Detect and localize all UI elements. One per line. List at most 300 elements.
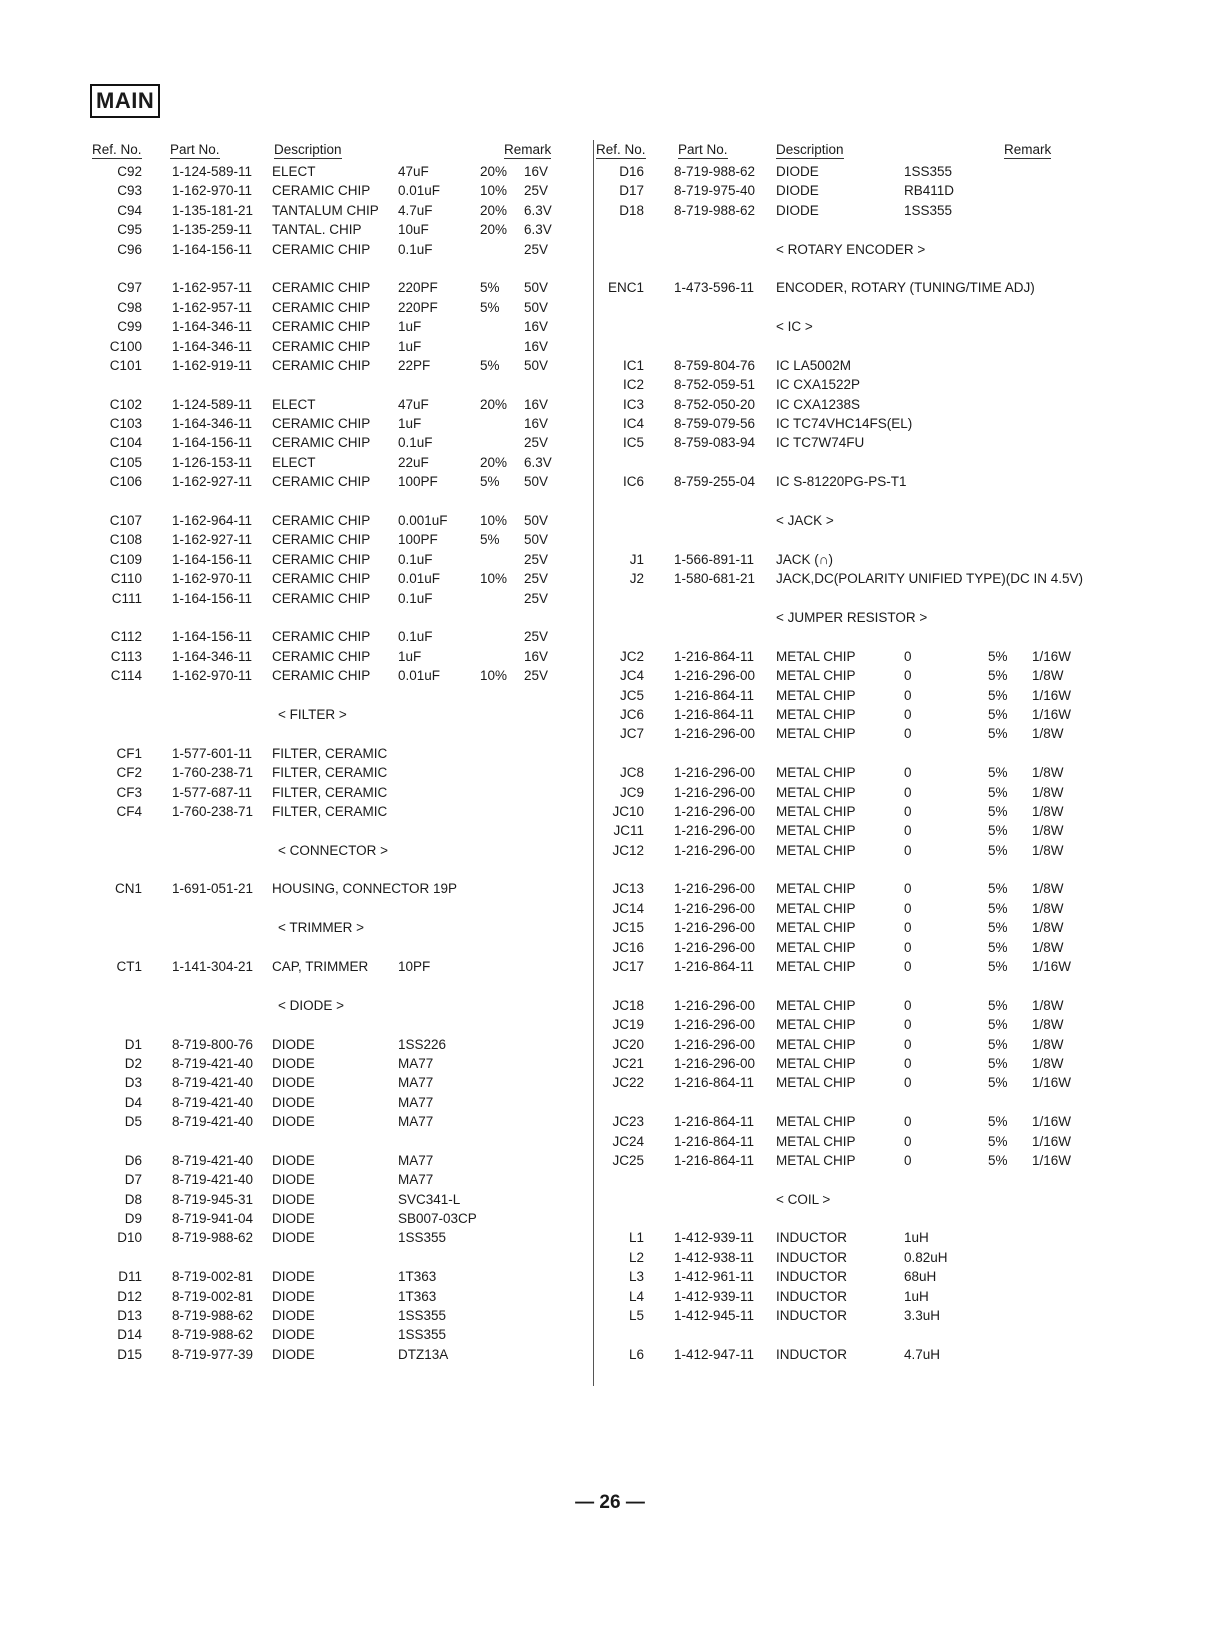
- tolerance: 5%: [988, 1114, 1008, 1130]
- rating: 25V: [524, 183, 549, 199]
- description: CERAMIC CHIP: [272, 241, 371, 257]
- part-no: 1-216-296-00: [674, 920, 756, 936]
- description: ELECT: [272, 396, 316, 412]
- part-no: 1-164-346-11: [172, 338, 253, 354]
- description: IC CXA1238S: [776, 396, 861, 412]
- description: DIODE: [272, 1269, 315, 1285]
- ref-no: CF4: [116, 803, 142, 819]
- table-row: [88, 455, 584, 474]
- rating: 25V: [524, 590, 549, 606]
- section-title: < ROTARY ENCODER >: [776, 241, 926, 257]
- ref-no: C105: [109, 454, 142, 470]
- description: IC LA5002M: [776, 357, 852, 373]
- description: IC S-81220PG-PS-T1: [776, 474, 907, 490]
- rating: 16V: [524, 648, 549, 664]
- part-no: 1-216-864-11: [674, 648, 755, 664]
- section-title: < TRIMMER >: [278, 920, 365, 936]
- table-row: [604, 1308, 1104, 1327]
- table-row: [604, 726, 1104, 745]
- value: MA77: [398, 1075, 434, 1091]
- description: CERAMIC CHIP: [272, 474, 371, 490]
- ref-no: J1: [629, 551, 644, 567]
- table-row: [604, 843, 1104, 862]
- part-no: 8-719-421-40: [172, 1094, 254, 1110]
- description: INDUCTOR: [776, 1249, 848, 1265]
- value: 0: [904, 1114, 912, 1130]
- tolerance: 5%: [988, 1017, 1008, 1033]
- rating: 1/8W: [1032, 823, 1064, 839]
- table-row: [88, 804, 584, 823]
- description: METAL CHIP: [776, 997, 856, 1013]
- table-row: [88, 591, 584, 610]
- value: 1uF: [398, 648, 422, 664]
- table-row: [604, 707, 1104, 726]
- description: METAL CHIP: [776, 1036, 856, 1052]
- part-no: 1-164-346-11: [172, 416, 253, 432]
- ref-no: JC21: [612, 1055, 644, 1071]
- table-row: [88, 1037, 584, 1056]
- table-row: [604, 998, 1104, 1017]
- part-no: 8-719-421-40: [172, 1172, 254, 1188]
- rating: 25V: [524, 668, 549, 684]
- part-no: 8-759-079-56: [674, 416, 756, 432]
- table-row: [604, 358, 1104, 377]
- part-no: 8-719-421-40: [172, 1114, 254, 1130]
- table-row: [604, 377, 1104, 396]
- spacer: [88, 823, 584, 842]
- description: METAL CHIP: [776, 784, 856, 800]
- description: CERAMIC CHIP: [272, 280, 371, 296]
- ref-no: D9: [124, 1211, 142, 1227]
- description: TANTALUM CHIP: [272, 202, 379, 218]
- table-row: [88, 629, 584, 648]
- value: 4.7uH: [904, 1346, 941, 1362]
- description: IC CXA1522P: [776, 377, 861, 393]
- part-no: 8-759-083-94: [674, 435, 756, 451]
- part-no: 8-719-988-62: [674, 202, 756, 218]
- description: ENCODER, ROTARY (TUNING/TIME ADJ): [776, 280, 1035, 296]
- ref-no: L2: [628, 1249, 644, 1265]
- rating: 1/8W: [1032, 784, 1064, 800]
- part-no: 1-216-296-00: [674, 900, 756, 916]
- table-row: [88, 765, 584, 784]
- tolerance: 5%: [988, 1075, 1008, 1091]
- ref-no: D1: [124, 1036, 142, 1052]
- spacer: [604, 455, 1104, 474]
- spacer: [88, 1250, 584, 1269]
- parts-list-left: [88, 138, 584, 1366]
- part-no: 1-760-238-71: [172, 803, 254, 819]
- remark-header: Remark: [1004, 142, 1052, 157]
- ref-no: L6: [628, 1346, 644, 1362]
- section-heading: [604, 242, 1104, 261]
- desc-header: Description: [274, 142, 342, 157]
- value: 22PF: [398, 357, 431, 373]
- ref-no: IC4: [622, 416, 644, 432]
- value: 1SS355: [904, 202, 953, 218]
- value: 47uF: [398, 396, 429, 412]
- rating: 1/16W: [1032, 1075, 1072, 1091]
- value: 3.3uH: [904, 1308, 941, 1324]
- description: METAL CHIP: [776, 1055, 856, 1071]
- ref-header: Ref. No.: [92, 142, 142, 157]
- ref-no: C98: [117, 299, 142, 315]
- part-no: 8-719-975-40: [674, 183, 756, 199]
- description: IC TC74VHC14FS(EL): [776, 416, 913, 432]
- description: DIODE: [272, 1230, 315, 1246]
- tolerance: 10%: [480, 183, 508, 199]
- ref-no: C96: [117, 241, 142, 257]
- description: METAL CHIP: [776, 1017, 856, 1033]
- spacer: [604, 261, 1104, 280]
- rating: 1/8W: [1032, 726, 1064, 742]
- description: METAL CHIP: [776, 1075, 856, 1091]
- description: CERAMIC CHIP: [272, 571, 371, 587]
- value: 0.82uH: [904, 1249, 948, 1265]
- ref-no: C110: [110, 571, 142, 587]
- rating: 50V: [524, 280, 549, 296]
- rating: 1/16W: [1032, 1133, 1072, 1149]
- value: 0.1uF: [398, 241, 433, 257]
- description: CERAMIC CHIP: [272, 668, 371, 684]
- part-no: 1-126-153-11: [172, 454, 253, 470]
- tolerance: 5%: [988, 706, 1008, 722]
- section-title: < COIL >: [776, 1191, 831, 1207]
- description: DIODE: [272, 1308, 315, 1324]
- part-no: 1-162-957-11: [172, 299, 253, 315]
- description: INDUCTOR: [776, 1288, 848, 1304]
- ref-no: D4: [124, 1094, 142, 1110]
- tolerance: 5%: [988, 1152, 1008, 1168]
- ref-no: IC3: [622, 396, 644, 412]
- ref-no: D17: [619, 183, 644, 199]
- part-no: 1-135-181-21: [172, 202, 254, 218]
- value: 100PF: [398, 532, 438, 548]
- ref-no: D7: [124, 1172, 142, 1188]
- part-no: 8-752-059-51: [674, 377, 756, 393]
- part-no: 8-719-421-40: [172, 1152, 254, 1168]
- table-row: [604, 668, 1104, 687]
- tolerance: 5%: [988, 959, 1008, 975]
- part-no: 1-162-970-11: [172, 571, 253, 587]
- value: 1uF: [398, 338, 422, 354]
- description: ELECT: [272, 454, 316, 470]
- value: 0: [904, 1055, 912, 1071]
- rating: 25V: [524, 571, 549, 587]
- spacer: [88, 688, 584, 707]
- spacer: [604, 1095, 1104, 1114]
- value: 220PF: [398, 280, 438, 296]
- tolerance: 5%: [988, 939, 1008, 955]
- ref-no: CF2: [116, 765, 142, 781]
- spacer: [88, 901, 584, 920]
- rating: 50V: [524, 474, 549, 490]
- table-row: [604, 1153, 1104, 1172]
- ref-no: C100: [109, 338, 142, 354]
- description: DIODE: [272, 1055, 315, 1071]
- tolerance: 5%: [988, 765, 1008, 781]
- part-no: 1-162-964-11: [172, 513, 253, 529]
- table-row: [88, 1289, 584, 1308]
- table-row: [604, 823, 1104, 842]
- tolerance: 5%: [480, 280, 500, 296]
- tolerance: 5%: [480, 532, 500, 548]
- table-row: [88, 649, 584, 668]
- value: 0.1uF: [398, 590, 433, 606]
- part-header: Part No.: [678, 142, 728, 157]
- part-no: 1-164-156-11: [172, 435, 253, 451]
- part-no: 1-124-589-11: [172, 164, 253, 179]
- part-no: 1-216-296-00: [674, 668, 756, 684]
- ref-no: C102: [109, 396, 142, 412]
- part-no: 1-760-238-71: [172, 765, 254, 781]
- rating: 50V: [524, 357, 549, 373]
- part-no: 1-216-296-00: [674, 997, 756, 1013]
- ref-no: CN1: [114, 881, 142, 897]
- tolerance: 20%: [480, 164, 508, 179]
- tolerance: 5%: [988, 803, 1008, 819]
- rating: 1/16W: [1032, 706, 1072, 722]
- table-row: [88, 1075, 584, 1094]
- part-no: 8-719-421-40: [172, 1075, 254, 1091]
- part-no: 8-719-945-31: [172, 1191, 254, 1207]
- description: FILTER, CERAMIC: [272, 784, 388, 800]
- description: CERAMIC CHIP: [272, 299, 371, 315]
- part-no: 1-577-601-11: [172, 745, 253, 761]
- part-no: 1-216-864-11: [674, 706, 755, 722]
- ref-no: JC17: [612, 959, 644, 975]
- ref-no: JC5: [619, 687, 644, 703]
- table-row: [88, 571, 584, 590]
- part-no: 8-719-941-04: [172, 1211, 254, 1227]
- ref-no: ENC1: [607, 280, 644, 296]
- description: METAL CHIP: [776, 1152, 856, 1168]
- part-no: 1-216-864-11: [674, 1114, 755, 1130]
- description: METAL CHIP: [776, 881, 856, 897]
- ref-no: JC8: [619, 765, 644, 781]
- rating: 6.3V: [524, 202, 552, 218]
- part-no: 8-719-988-62: [172, 1230, 254, 1246]
- ref-no: JC12: [612, 842, 644, 858]
- tolerance: 5%: [988, 1055, 1008, 1071]
- spacer: [604, 1172, 1104, 1191]
- description: DIODE: [272, 1327, 315, 1343]
- description: CERAMIC CHIP: [272, 513, 371, 529]
- rating: 25V: [524, 551, 549, 567]
- spacer: [604, 494, 1104, 513]
- spacer: [604, 629, 1104, 648]
- part-no: 1-141-304-21: [172, 959, 254, 975]
- description: FILTER, CERAMIC: [272, 765, 388, 781]
- value: 1SS226: [398, 1036, 447, 1052]
- ref-no: D10: [117, 1230, 142, 1246]
- tolerance: 5%: [988, 842, 1008, 858]
- tolerance: 10%: [480, 571, 508, 587]
- description: METAL CHIP: [776, 1114, 856, 1130]
- part-no: 1-162-970-11: [172, 183, 253, 199]
- description: DIODE: [272, 1036, 315, 1052]
- part-no: 1-216-864-11: [674, 959, 755, 975]
- ref-no: JC11: [613, 823, 644, 839]
- value: MA77: [398, 1114, 434, 1130]
- ref-no: C106: [109, 474, 142, 490]
- table-row: [604, 164, 1104, 183]
- table-row: [88, 358, 584, 377]
- table-row: [88, 183, 584, 202]
- table-row: [604, 1347, 1104, 1366]
- description: CERAMIC CHIP: [272, 416, 371, 432]
- section-title: < IC >: [776, 319, 813, 335]
- part-no: 1-216-296-00: [674, 1055, 756, 1071]
- table-row: [604, 1114, 1104, 1133]
- spacer: [88, 726, 584, 745]
- tolerance: 5%: [988, 900, 1008, 916]
- ref-no: D12: [117, 1288, 142, 1304]
- ref-no: C104: [109, 435, 142, 451]
- part-no: 1-577-687-11: [172, 784, 253, 800]
- section-label: MAIN: [90, 84, 160, 118]
- tolerance: 10%: [480, 668, 508, 684]
- ref-no: C93: [117, 183, 142, 199]
- table-row: [88, 1153, 584, 1172]
- value: 0: [904, 1152, 912, 1168]
- ref-no: JC25: [612, 1152, 644, 1168]
- part-no: 1-135-259-11: [172, 222, 253, 238]
- value: 0: [904, 939, 912, 955]
- rating: 1/8W: [1032, 803, 1064, 819]
- table-row: [88, 1211, 584, 1230]
- ref-no: D8: [124, 1191, 142, 1207]
- value: 1SS355: [398, 1230, 447, 1246]
- spacer: [604, 862, 1104, 881]
- ref-no: L5: [628, 1308, 644, 1324]
- description: METAL CHIP: [776, 687, 856, 703]
- value: 4.7uF: [398, 202, 433, 218]
- table-row: [604, 416, 1104, 435]
- value: RB411D: [904, 183, 955, 199]
- value: 68uH: [904, 1269, 937, 1285]
- table-row: [88, 164, 584, 183]
- tolerance: 5%: [480, 299, 500, 315]
- table-row: [88, 1172, 584, 1191]
- rating: 25V: [524, 435, 549, 451]
- part-no: 1-216-296-00: [674, 803, 756, 819]
- part-no: 1-164-346-11: [172, 648, 253, 664]
- table-row: [604, 1230, 1104, 1249]
- description: CERAMIC CHIP: [272, 551, 371, 567]
- value: SB007-03CP: [398, 1211, 477, 1227]
- description: DIODE: [776, 164, 819, 179]
- part-no: 1-216-296-00: [674, 881, 756, 897]
- value: 0: [904, 687, 912, 703]
- tolerance: 5%: [988, 648, 1008, 664]
- part-no: 8-759-804-76: [674, 357, 756, 373]
- value: 1SS355: [398, 1327, 447, 1343]
- description: HOUSING, CONNECTOR 19P: [272, 881, 458, 897]
- part-no: 1-216-296-00: [674, 842, 756, 858]
- description: CERAMIC CHIP: [272, 532, 371, 548]
- table-row: [604, 1289, 1104, 1308]
- part-no: 8-719-002-81: [172, 1288, 254, 1304]
- description: DIODE: [272, 1094, 315, 1110]
- ref-no: D11: [118, 1269, 142, 1285]
- rating: 1/8W: [1032, 765, 1064, 781]
- value: 0: [904, 668, 912, 684]
- table-row: [88, 435, 584, 454]
- table-row: [604, 183, 1104, 202]
- table-row: [88, 1192, 584, 1211]
- table-row: [88, 785, 584, 804]
- spacer: [88, 940, 584, 959]
- description: METAL CHIP: [776, 1133, 856, 1149]
- description: DIODE: [272, 1152, 315, 1168]
- table-row: [604, 901, 1104, 920]
- table-row: [604, 1037, 1104, 1056]
- ref-no: CF3: [116, 784, 142, 800]
- section-heading: [88, 707, 584, 726]
- table-row: [88, 242, 584, 261]
- part-header: Part No.: [170, 142, 220, 157]
- description: TANTAL. CHIP: [272, 222, 362, 238]
- ref-no: C92: [117, 164, 142, 179]
- description: FILTER, CERAMIC: [272, 745, 388, 761]
- value: 1T363: [398, 1269, 437, 1285]
- part-no: 1-412-961-11: [674, 1269, 755, 1285]
- part-no: 1-164-346-11: [172, 319, 253, 335]
- description: METAL CHIP: [776, 959, 856, 975]
- value: 0: [904, 997, 912, 1013]
- description: CERAMIC CHIP: [272, 183, 371, 199]
- table-row: [88, 1347, 584, 1366]
- description: CERAMIC CHIP: [272, 357, 371, 373]
- ref-no: D14: [117, 1327, 142, 1343]
- part-no: 1-162-919-11: [172, 357, 253, 373]
- table-row: [604, 940, 1104, 959]
- rating: 25V: [524, 241, 549, 257]
- spacer: [88, 377, 584, 396]
- ref-no: C97: [117, 280, 142, 296]
- value: 0: [904, 900, 912, 916]
- part-no: 1-124-589-11: [172, 396, 253, 412]
- desc-header: Description: [776, 142, 844, 157]
- value: 0.01uF: [398, 183, 441, 199]
- value: 0: [904, 1017, 912, 1033]
- rating: 50V: [524, 532, 549, 548]
- ref-no: IC2: [622, 377, 644, 393]
- ref-no: D13: [117, 1308, 142, 1324]
- ref-no: C114: [110, 668, 142, 684]
- part-no: 1-162-927-11: [172, 532, 253, 548]
- ref-no: IC1: [622, 357, 644, 373]
- ref-no: JC24: [612, 1133, 644, 1149]
- value: 1uH: [904, 1230, 929, 1246]
- table-row: [88, 1095, 584, 1114]
- ref-no: IC6: [622, 474, 644, 490]
- table-row: [604, 804, 1104, 823]
- table-row: [88, 1114, 584, 1133]
- rating: 1/8W: [1032, 900, 1064, 916]
- ref-no: JC2: [619, 648, 644, 664]
- table-row: [604, 1269, 1104, 1288]
- table-row: [88, 203, 584, 222]
- part-no: 1-216-296-00: [674, 823, 756, 839]
- part-no: 8-719-421-40: [172, 1055, 254, 1071]
- part-no: 1-162-970-11: [172, 668, 253, 684]
- value: 220PF: [398, 299, 438, 315]
- part-no: 1-580-681-21: [674, 571, 756, 587]
- value: 0: [904, 842, 912, 858]
- value: 0.01uF: [398, 571, 441, 587]
